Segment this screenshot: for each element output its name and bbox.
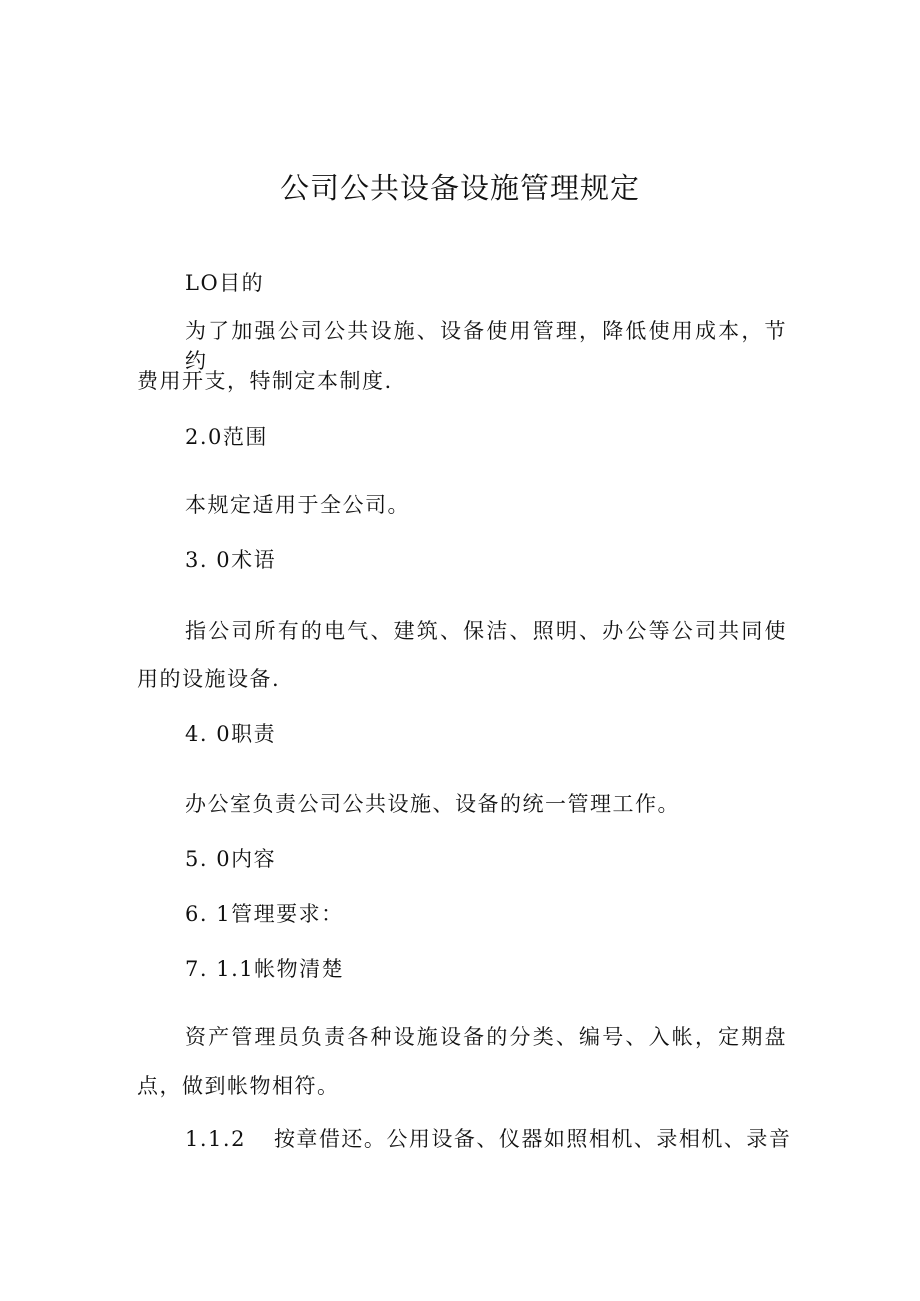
duty-paragraph: 办公室负责公司公共设施、设备的统一管理工作。 bbox=[185, 792, 680, 816]
document-title: 公司公共设备设施管理规定 bbox=[279, 171, 640, 205]
item-1-1-1-paragraph-line-1: 资产管理员负责各种设施设备的分类、编号、入帐，定期盘 bbox=[185, 1025, 787, 1049]
content-heading: 5. 0内容 bbox=[185, 847, 277, 871]
item-1-1-1-heading: 7. 1.1帐物清楚 bbox=[185, 957, 345, 981]
scope-paragraph: 本规定适用于全公司。 bbox=[185, 493, 410, 517]
purpose-paragraph-line-2: 费用开支，特制定本制度. bbox=[137, 369, 393, 393]
scope-heading: 2.0范围 bbox=[185, 425, 268, 449]
item-1-1-2-number: 1.1.2 bbox=[185, 1127, 246, 1151]
requirements-heading: 6. 1管理要求： bbox=[185, 902, 344, 926]
terms-paragraph-line-2: 用的设施设备. bbox=[137, 667, 281, 691]
item-1-1-2-text: 按章借还。公用设备、仪器如照相机、录相机、录音 bbox=[273, 1127, 792, 1151]
item-1-1-1-paragraph-line-2: 点，做到帐物相符。 bbox=[137, 1074, 340, 1098]
item-1-1-2-line bbox=[185, 1124, 792, 1154]
duty-heading: 4. 0职责 bbox=[185, 722, 277, 746]
terms-heading: 3. 0术语 bbox=[185, 548, 277, 572]
terms-paragraph-line-1: 指公司所有的电气、建筑、保洁、照明、办公等公司共同使 bbox=[185, 619, 787, 643]
purpose-paragraph-line-1: 为了加强公司公共设施、设备使用管理，降低使用成本，节约 bbox=[185, 319, 787, 373]
purpose-heading: LO目的 bbox=[185, 271, 265, 295]
